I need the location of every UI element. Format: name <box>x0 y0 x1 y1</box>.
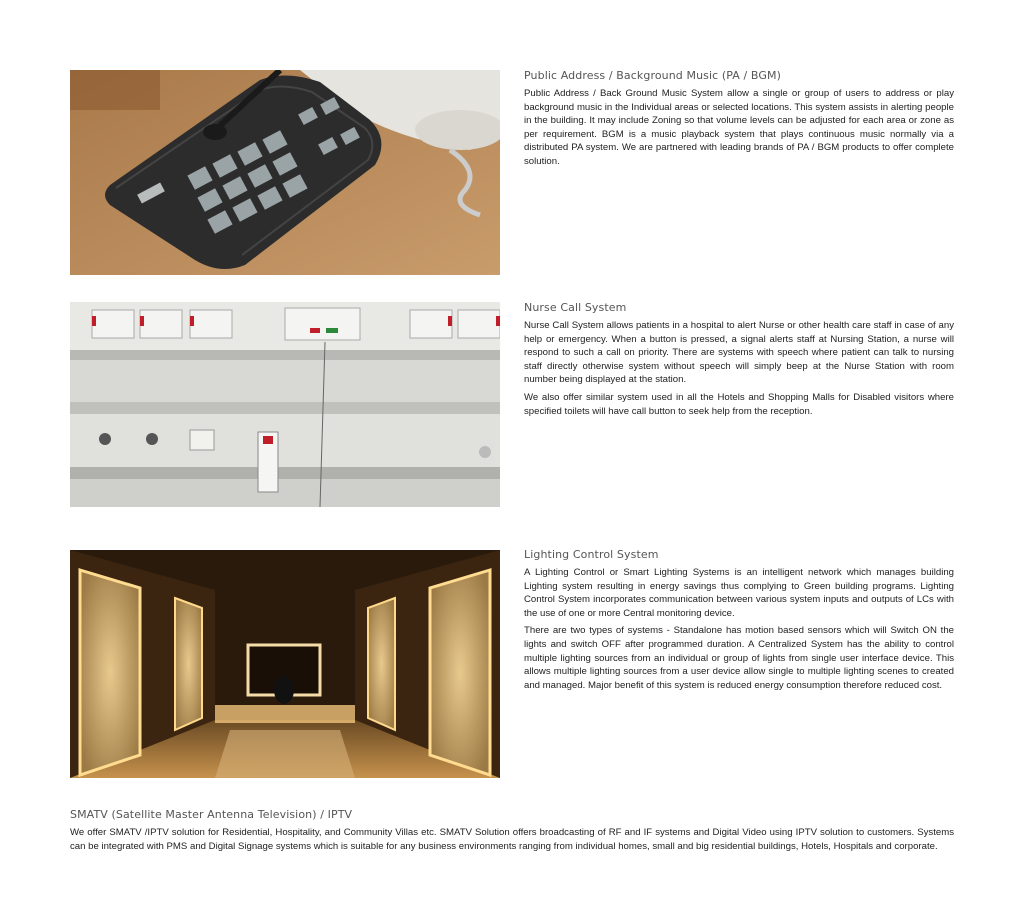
pa-bgm-paragraph: Public Address / Back Ground Music System allow a single or group of users to address or play background music in the Individual areas or selected locations. This system assists in alerting people in the building. It may include Zoning so that volume levels can be adjusted for each area or zone as per requirement. BGM is a music playback system that plays continuous music normally via a distributed PA system. We are partnered with leading brands of PA / BGM products to offer complete solution. <box>524 88 954 167</box>
pa-bgm-heading: Public Address / Background Music (PA / BGM) <box>524 69 781 82</box>
pa-bgm-section <box>524 69 954 173</box>
smatv-iptv-section <box>70 808 954 857</box>
lighting-control-section <box>524 548 954 696</box>
smatv-iptv-paragraph: We offer SMATV /IPTV solution for Residential, Hospitality, and Community Villas etc. SMATV Solution offers broadcasting of RF and IF systems and Digital Video using IPTV solution to customers. Systems can be integrated with PMS and Digital Signage systems which is suitable for any business environments ranging from individual homes, small and big residential buildings, Hotels, Hospitals and corporate. <box>70 827 954 852</box>
lighting-control-paragraph-2: There are two types of systems - Standalone has motion based sensors which will Switch ON the lights and switch OFF after programmed duration. A Centralized System has the ability to control multiple lighting sources from an individual or group of lights from single user interface device. This allows multiple lighting sources from a user device allow single to multiple lighting scenes to created and managed. Major benefit of this system is reduced energy consumption therefore reduced cost. <box>524 625 954 691</box>
nurse-call-paragraph-2: We also offer similar system used in all the Hotels and Shopping Malls for Disabled visitors where specified toilets will have call button to seek help from the reception. <box>524 391 954 417</box>
smatv-iptv-heading: SMATV (Satellite Master Antenna Television) / IPTV <box>70 808 353 821</box>
nurse-call-section <box>524 301 954 422</box>
nurse-call-paragraph-1: Nurse Call System allows patients in a hospital to alert Nurse or other health care staff in case of any help or emergency. When a button is pressed, a signal alerts staff at Nursing Station, a nurse will respond to such a call on priority. There are systems with speech where patient can talk to nursing staff directly otherwise system without speech will simply beep at the Nurse Station with room number being displayed at the station. <box>524 320 954 386</box>
lighting-control-heading: Lighting Control System <box>524 548 659 561</box>
nurse-call-panel-photo <box>70 302 500 507</box>
pa-console-photo <box>70 70 500 275</box>
nurse-call-heading: Nurse Call System <box>524 301 627 314</box>
lighting-corridor-photo <box>70 550 500 778</box>
lighting-control-paragraph-1: A Lighting Control or Smart Lighting Systems is an intelligent network which manages building Lighting system resulting in energy savings thus complying to Green building programs. Lighting Control System incorporates communication between various system inputs and outputs of LCs with the use of one or more Central monitoring device. <box>524 567 954 619</box>
